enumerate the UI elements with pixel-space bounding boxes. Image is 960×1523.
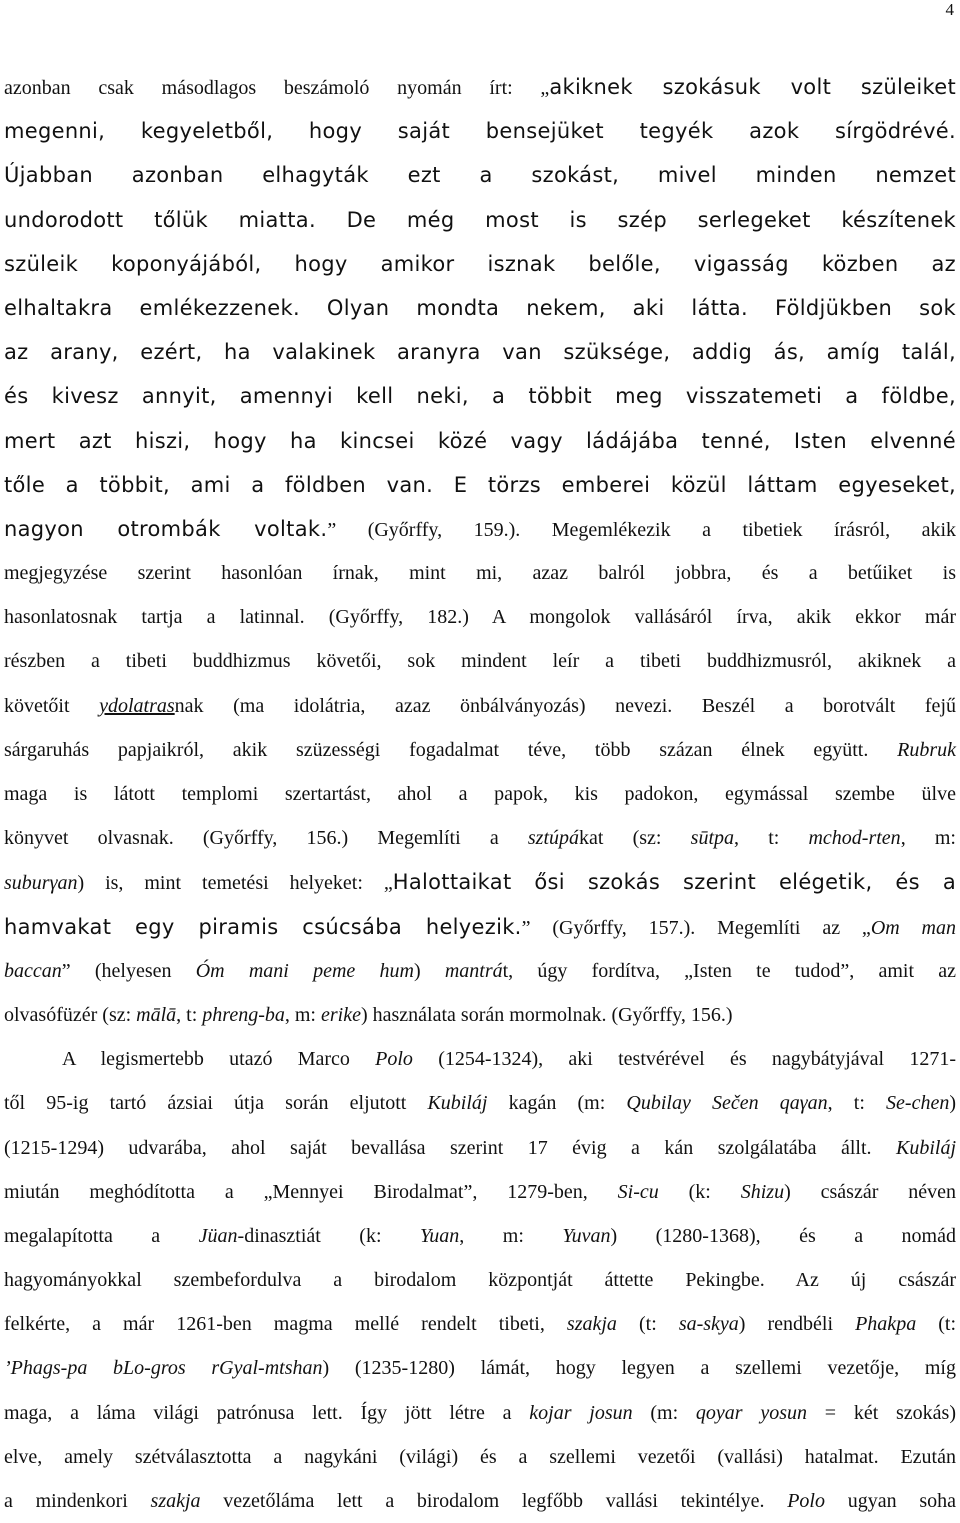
- text-run: erike: [321, 1003, 361, 1026]
- text-run: és kivesz annyit, amennyi kell neki, a többit meg visszatemeti a földbe,: [4, 384, 956, 409]
- text-run: azonban csak másodlagos beszámoló nyomán írt: „: [4, 77, 550, 99]
- text-run: Si-cu: [617, 1180, 659, 1203]
- text-run: mantrá: [444, 959, 503, 982]
- text-run: Kubiláj: [427, 1092, 488, 1115]
- text-run: könyvet olvasnak. (Győrffy, 156.) Megemlíti a: [4, 827, 528, 850]
- text-line: [4, 1302, 956, 1346]
- text-run: nak (ma idolátria, azaz önbálványozás) nevezi. Beszél a borotvált fejű: [174, 694, 956, 717]
- text-run: baccan: [4, 959, 62, 982]
- text-line: [4, 1037, 956, 1081]
- text-run: követőit: [4, 694, 100, 717]
- text-run: akiknek szokásuk volt szüleiket: [549, 75, 956, 99]
- text-line: [4, 639, 956, 683]
- text-run: sūtpa: [690, 827, 735, 850]
- text-run: olvasófüzér (sz:: [4, 1003, 137, 1026]
- text-run: ’Phags-pa bLo-gros rGyal-mtshan: [4, 1357, 323, 1380]
- text-run: szüleik koponyájából, hogy amikor isznak belőle, vigasság közben az: [4, 251, 956, 276]
- text-run: megalapította a: [4, 1224, 199, 1247]
- text-line: [4, 507, 956, 551]
- text-run: kojar josun: [529, 1401, 633, 1424]
- text-run: sárgaruhás papjaikról, akik szüzességi fogadalmat téve, több százan élnek együtt.: [4, 738, 898, 761]
- text-run: az arany, ezért, ha valakinek aranyra van szüksége, addig ás, amíg talál,: [4, 340, 956, 365]
- text-run: (1254-1324), aki testvérével és nagybátyjával 1271-: [412, 1048, 956, 1071]
- text-run: Se-chen: [886, 1092, 950, 1115]
- text-line: [4, 595, 956, 639]
- text-run: megjegyzése szerint hasonlóan írnak, mint mi, azaz balról jobbra, és a betűiket is: [4, 562, 956, 585]
- text-line: [4, 1346, 956, 1390]
- text-run: vezetőláma lett a birodalom legfőbb vallási tekintélye.: [200, 1490, 788, 1512]
- text-run: maga, a láma világi patrónusa lett. Így jött létre a: [4, 1401, 530, 1424]
- text-line: [4, 1170, 956, 1214]
- text-run: ydolatras: [99, 694, 175, 717]
- text-run: mchod-rten: [808, 827, 901, 850]
- text-run: hamvakat egy piramis csúcsába helyezik.: [4, 914, 522, 939]
- text-run: Földjükben sok: [747, 295, 956, 320]
- text-line: [4, 949, 956, 993]
- text-run: szakja: [150, 1490, 201, 1512]
- text-run: (1215-1294) udvarába, ahol saját bevallása szerint 17 évig a kán szolgálatába állt.: [4, 1136, 896, 1159]
- text-run: , t:: [734, 827, 809, 850]
- text-run: Halottaikat ősi szokás szerint elégetik, és a: [392, 870, 956, 895]
- text-run: (m:: [632, 1401, 696, 1424]
- text-run: ” (Győrffy, 157.). Megemlíti az „: [521, 916, 871, 939]
- text-line: [4, 374, 956, 418]
- text-line: [4, 551, 956, 595]
- text-line: [4, 905, 956, 949]
- text-run: Jüan: [198, 1224, 238, 1247]
- text-run: ) rendbéli: [738, 1313, 856, 1336]
- text-line: [4, 1435, 956, 1479]
- text-line: [4, 728, 956, 772]
- text-run: ” (Győrffy, 159.). Megemlékezik a tibetiek írásról, akik: [327, 518, 956, 541]
- text-run: hasonlatosnak tartja a latinnal. (Győrffy, 182.) A mongolok vallásáról írva, akik ekkor már: [4, 606, 956, 629]
- text-run: A legismertebb utazó Marco: [62, 1048, 376, 1071]
- text-run: mālā: [136, 1003, 177, 1026]
- text-run: elhaltakra emlékezzenek. Olyan mondta nekem, aki látta.: [4, 295, 748, 320]
- text-line: [4, 198, 956, 242]
- text-run: Shizu: [740, 1180, 785, 1203]
- text-line: [4, 816, 956, 860]
- text-line: [4, 463, 956, 507]
- text-line: [4, 993, 956, 1037]
- text-run: = két szokás): [807, 1401, 957, 1424]
- text-run: sztúpá: [527, 827, 579, 850]
- text-run: ): [413, 959, 445, 982]
- text-run: (k:: [658, 1180, 741, 1203]
- text-run: a mindenkori: [4, 1490, 151, 1512]
- text-run: Óm mani peme hum: [195, 959, 414, 982]
- text-run: (t:: [916, 1313, 957, 1336]
- text-run: Qubilay Sečen qaγan: [626, 1092, 828, 1115]
- text-run: Polo: [375, 1048, 413, 1071]
- text-run: qoyar yosun: [695, 1401, 808, 1424]
- text-line: [4, 860, 956, 904]
- text-run: Phakpa: [855, 1313, 917, 1336]
- text-line: [4, 286, 956, 330]
- text-line: [4, 1391, 956, 1435]
- text-run: ) (1280-1368), és a nomád: [610, 1224, 956, 1247]
- text-line: [4, 419, 956, 463]
- text-run: mert azt hiszi, hogy ha kincsei közé vagy ládájába tenné, Isten elvenné: [4, 428, 956, 453]
- text-run: Om man: [870, 916, 956, 939]
- text-line: [4, 1214, 956, 1258]
- text-run: miután meghódította a „Mennyei Birodalmat”, 1279-ben,: [4, 1180, 618, 1203]
- text-run: részben a tibeti buddhizmus követői, sok mindent leír a tibeti buddhizmusról, akiknek a: [4, 650, 956, 673]
- text-run: hagyományokkal szembefordulva a birodalom központját áttette Pekingbe. Az új császár: [4, 1269, 956, 1292]
- text-line: [4, 1479, 956, 1523]
- text-run: ” (helyesen: [61, 959, 196, 982]
- text-line: [4, 1258, 956, 1302]
- text-run: ) császár néven: [784, 1180, 957, 1203]
- text-run: szakja: [566, 1313, 617, 1336]
- text-line: [4, 65, 956, 109]
- text-run: kagán (m:: [487, 1092, 627, 1115]
- text-line: [4, 330, 956, 374]
- text-run: undorodott tőlük miatta. De még most is szép serlegeket készítenek: [4, 207, 956, 232]
- text-run: ) is, mint temetési helyeket: „: [77, 872, 393, 895]
- text-run: elve, amely szétválasztotta a nagykáni (világi) és a szellemi vezetői (vallási) hatalmat. Ezután: [4, 1445, 956, 1468]
- text-run: Kubiláj: [895, 1136, 956, 1159]
- text-run: től 95-ig tartó ázsiai útja során eljutott: [4, 1092, 428, 1115]
- text-run: ) használata során mormolnak. (Győrffy, 156.): [360, 1003, 733, 1026]
- text-line: [4, 153, 956, 197]
- text-run: ): [949, 1092, 957, 1115]
- text-run: tőle a többit, ami a földben van. E törzs emberei közül láttam egyeseket,: [4, 472, 956, 497]
- text-run: t, úgy fordítva, „Isten te tudod”, amit az: [502, 959, 956, 982]
- text-run: Újabban azonban elhagyták ezt a szokást, mivel minden nemzet: [4, 163, 956, 188]
- text-run: sa-skya: [678, 1313, 739, 1336]
- text-run: , t:: [176, 1003, 203, 1026]
- text-line: [4, 1081, 956, 1125]
- text-run: Rubruk: [897, 738, 956, 761]
- text-run: phreng-ba: [202, 1003, 285, 1026]
- text-run: felkérte, a már 1261-ben magma mellé rendelt tibeti,: [4, 1313, 567, 1336]
- text-run: suburγan: [4, 872, 78, 895]
- text-line: [4, 1126, 956, 1170]
- text-line: [4, 242, 956, 286]
- text-line: [4, 684, 956, 728]
- text-line: [4, 109, 956, 153]
- text-run: nagyon otrombák voltak.: [4, 516, 328, 541]
- text-run: , m:: [900, 827, 956, 850]
- text-run: -dinasztiát (k:: [237, 1224, 420, 1247]
- text-run: Polo: [787, 1490, 825, 1512]
- text-line: [4, 772, 956, 816]
- text-run: , m:: [459, 1224, 563, 1247]
- text-run: , t:: [827, 1092, 887, 1115]
- text-run: maga is látott templomi szertartást, ahol a papok, kis padokon, egymással szembe ülve: [4, 783, 956, 805]
- page-number: 4: [945, 0, 954, 19]
- text-run: ugyan soha: [825, 1490, 956, 1512]
- text-run: kat (sz:: [579, 827, 691, 850]
- text-run: Yuvan: [562, 1224, 611, 1247]
- text-run: megenni, kegyeletből, hogy saját bensejüket tegyék azok sírgödrévé.: [4, 119, 956, 144]
- text-run: Yuan: [420, 1224, 460, 1247]
- text-run: , m:: [284, 1003, 321, 1026]
- text-run: (t:: [616, 1313, 679, 1336]
- body-text: [4, 65, 956, 1523]
- text-run: ) (1235-1280) lámát, hogy legyen a szellemi vezetője, míg: [322, 1357, 956, 1380]
